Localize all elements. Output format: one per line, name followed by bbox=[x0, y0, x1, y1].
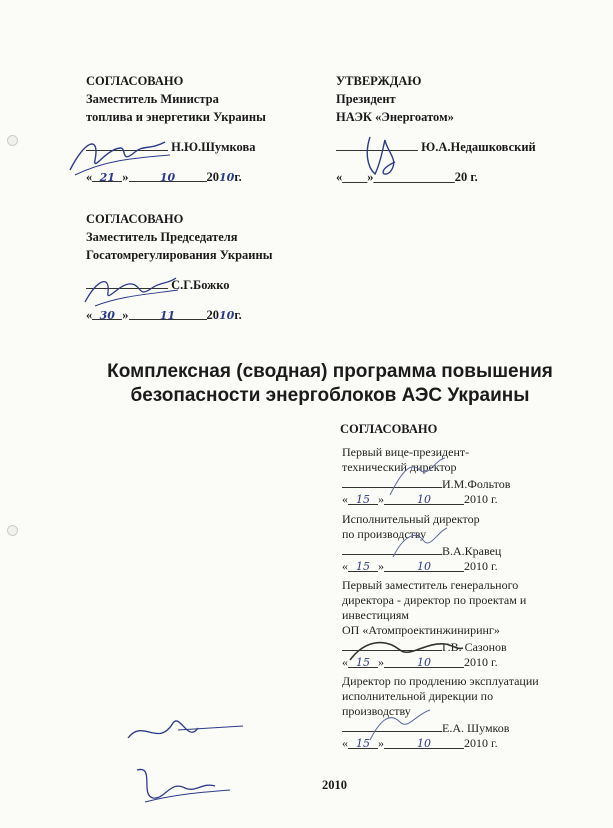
position-line: Заместитель Министра bbox=[86, 92, 219, 106]
punch-hole bbox=[7, 135, 18, 146]
date-day: 15 bbox=[348, 492, 378, 505]
position-line: НАЭК «Энергоатом» bbox=[336, 110, 454, 124]
quote-open: « bbox=[86, 170, 93, 184]
position-line: исполнительной дирекции по bbox=[342, 689, 494, 703]
signature-foltov-icon bbox=[380, 450, 460, 500]
approvals-heading: СОГЛАСОВАНО bbox=[340, 422, 438, 436]
position-line: Госатомрегулирования Украины bbox=[86, 248, 273, 262]
position-line: Заместитель Председателя bbox=[86, 230, 238, 244]
block-heading: УТВЕРЖДАЮ bbox=[336, 74, 422, 88]
document-title bbox=[60, 360, 600, 408]
signatory-name: Е.А. Шумков bbox=[442, 721, 510, 735]
document-year: 2010 bbox=[322, 778, 347, 792]
signatory-name: В.А.Кравец bbox=[442, 544, 502, 558]
date-year: 2010 г. bbox=[464, 655, 498, 669]
signatory-name: Ю.А.Недашковский bbox=[421, 140, 536, 154]
date-year: 10 bbox=[219, 171, 235, 184]
position-line: по производству bbox=[342, 527, 427, 541]
date-month: 10 bbox=[384, 559, 464, 572]
signatory-name: Г.В. Сазонов bbox=[442, 640, 507, 654]
position-line: Первый вице-президент- bbox=[342, 445, 470, 459]
date-day: 15 bbox=[348, 559, 378, 572]
date-line: « 15 » 10 2010 г. bbox=[342, 736, 498, 750]
date-day: 21 bbox=[92, 169, 122, 182]
position-line: производству bbox=[342, 704, 411, 718]
date-line: « 15 » 10 2010 г. bbox=[342, 492, 498, 506]
date-day: 15 bbox=[348, 736, 378, 749]
title-line: безопасности энергоблоков АЭС Украины bbox=[130, 385, 530, 406]
quote-open: « bbox=[86, 308, 93, 322]
title-line: Комплексная (сводная) программа повышения bbox=[107, 361, 553, 382]
date-year: 2010 г. bbox=[464, 736, 498, 750]
date-line: « 15 » 10 2010 г. bbox=[342, 559, 498, 573]
signature-regulator-icon bbox=[80, 270, 180, 310]
position-line: топлива и энергетики Украины bbox=[86, 110, 266, 124]
quote-close: » bbox=[122, 170, 129, 184]
position-line: директора - директор по проектам и bbox=[342, 593, 527, 607]
position-line: Исполнительный директор bbox=[342, 512, 480, 526]
date-month: 10 bbox=[384, 655, 464, 668]
date-year: 2010 г. bbox=[464, 492, 498, 506]
block-heading: СОГЛАСОВАНО bbox=[86, 74, 184, 88]
initials-signature-icon bbox=[118, 708, 248, 758]
signatory-name: Н.Ю.Шумкова bbox=[171, 140, 256, 154]
date-year: 2010 г. bbox=[464, 559, 498, 573]
signature-president-icon bbox=[355, 132, 415, 182]
block-heading: СОГЛАСОВАНО bbox=[86, 212, 184, 226]
position-line: инвестициям bbox=[342, 608, 410, 622]
signature-ministry-icon bbox=[65, 130, 175, 180]
date-month: 11 bbox=[129, 307, 207, 320]
date-month: 10 bbox=[384, 492, 464, 505]
date-suffix: г. bbox=[234, 170, 242, 184]
position-line: технический директор bbox=[342, 460, 457, 474]
date-year: 10 bbox=[219, 309, 235, 322]
signatory-name: С.Г.Божко bbox=[171, 278, 230, 292]
date-line: «____»_____________20 г. bbox=[336, 170, 478, 184]
date-day: 30 bbox=[92, 307, 122, 320]
punch-hole bbox=[7, 525, 18, 536]
signature-sazonov-icon bbox=[345, 630, 465, 670]
signature-shumkov-icon bbox=[360, 700, 440, 745]
date-suffix: г. bbox=[234, 308, 242, 322]
initials-signature-icon bbox=[125, 760, 235, 810]
date-year-prefix: 20 bbox=[206, 170, 219, 184]
signatory-name: И.М.Фольтов bbox=[442, 477, 511, 491]
date-month: 10 bbox=[384, 736, 464, 749]
date-month: 10 bbox=[129, 169, 207, 182]
signature-kravets-icon bbox=[385, 522, 455, 562]
position-line: Первый заместитель генерального bbox=[342, 578, 519, 592]
position-line: ОП «Атомпроектинжиниринг» bbox=[342, 623, 500, 637]
date-line: « 15 » 10 2010 г. bbox=[342, 655, 498, 669]
quote-close: » bbox=[122, 308, 129, 322]
date-day: 15 bbox=[348, 655, 378, 668]
position-line: Директор по продлению эксплуатации bbox=[342, 674, 539, 688]
date-year-prefix: 20 bbox=[206, 308, 219, 322]
position-line: Президент bbox=[336, 92, 396, 106]
